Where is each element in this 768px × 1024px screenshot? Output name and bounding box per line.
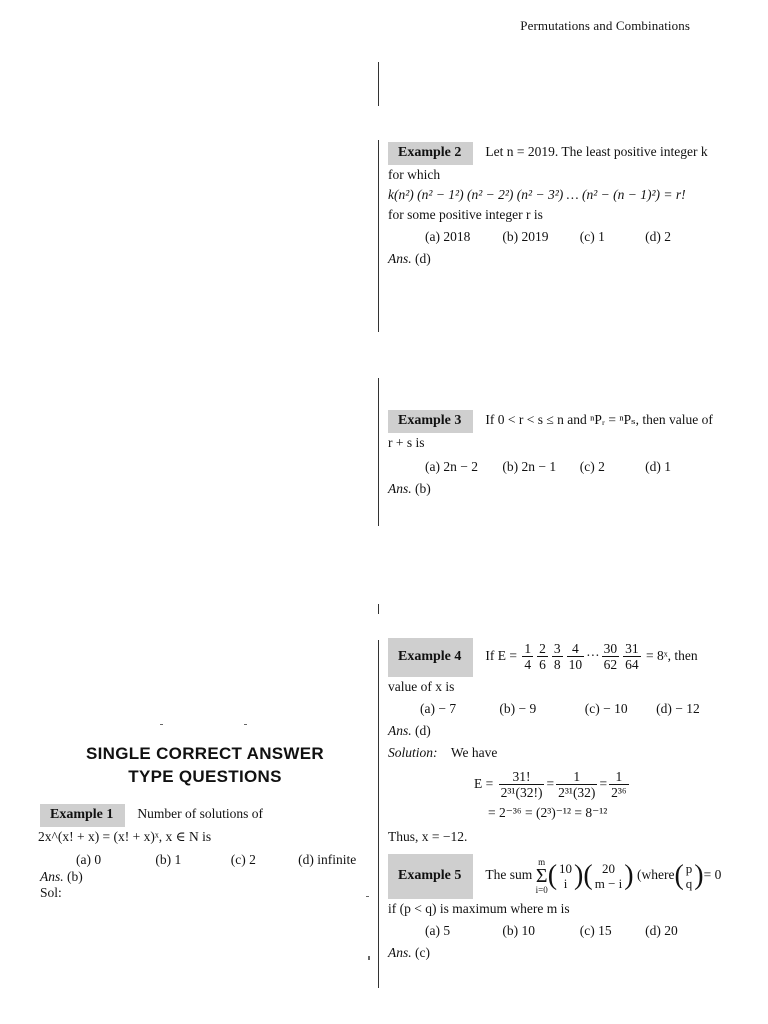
example-text: r + s is — [388, 435, 425, 450]
fraction: $\frac{30}{62}$ — [603, 641, 618, 673]
option: (a) 5 — [425, 923, 451, 938]
example-label: Example 2 — [388, 142, 473, 165]
answer-label: Ans. — [388, 481, 412, 496]
options-row — [388, 457, 748, 477]
answer-value: (c) — [415, 945, 430, 960]
scan-mark — [160, 724, 163, 725]
example-label: Example 1 — [40, 804, 125, 827]
answer — [388, 721, 748, 741]
column-divider — [378, 604, 379, 614]
example-label: Example 4 — [388, 638, 473, 677]
fraction: $\frac{31!}{\text{2³¹(32!)}}$ — [500, 769, 543, 801]
option: (d) 2 — [645, 229, 671, 244]
summation: m Σ i=0 — [535, 856, 548, 895]
option: (b) 1 — [155, 852, 182, 867]
example-text: = 8ˣ, then — [646, 648, 698, 663]
solution-equation-2: = 2⁻³⁶ = (2³)⁻¹² = 8⁻¹² — [488, 805, 608, 820]
option: (c) 2 — [579, 459, 605, 474]
ellipsis: ··· — [586, 648, 600, 663]
fraction: $\frac{2}{6}$ — [539, 641, 546, 673]
example-text: Let n = 2019. The least positive integer k — [485, 144, 708, 159]
fraction: $\frac{1}{\text{2³⁶}}$ — [611, 769, 627, 801]
example-text: for which — [388, 167, 441, 182]
example-text: If E = — [485, 648, 517, 663]
scan-mark — [244, 724, 247, 725]
option: (b) − 9 — [499, 701, 537, 716]
option: (d) infinite — [298, 852, 357, 867]
solution-conclusion: Thus, x = −12. — [388, 829, 468, 844]
options-row — [388, 921, 758, 941]
option: (c) 15 — [579, 923, 612, 938]
option: (d) 20 — [645, 923, 678, 938]
option: (b) 2n − 1 — [502, 459, 557, 474]
example-text: value of x is — [388, 679, 455, 694]
option: (b) 10 — [502, 923, 535, 938]
example-text: for some positive integer r is — [388, 207, 543, 222]
column-divider — [378, 378, 379, 526]
answer — [388, 943, 758, 963]
scan-mark — [366, 896, 369, 897]
equation-lhs: E = — [474, 776, 494, 791]
example-text: If 0 < r < s ≤ n and ⁿPᵣ = ⁿPₛ, then value of — [485, 412, 713, 427]
options-row — [388, 699, 748, 719]
fraction: $\frac{1}{\text{2³¹(32)}}$ — [558, 769, 596, 801]
option: (c) − 10 — [584, 701, 628, 716]
column-divider — [378, 62, 379, 106]
answer — [388, 479, 748, 499]
fraction: $\frac{4}{10}$ — [568, 641, 583, 673]
solution-intro — [388, 743, 748, 763]
example-equation: 2x^(x! + x) = (x! + x)ˣ, x ∈ N is — [38, 829, 212, 844]
column-divider — [378, 140, 379, 332]
option: (a) − 7 — [420, 701, 457, 716]
example-1 — [38, 804, 370, 900]
options-row — [388, 227, 748, 247]
example-3 — [388, 410, 748, 499]
example-2 — [388, 142, 748, 269]
example-text: = 0 — [703, 867, 722, 882]
option: (a) 2018 — [425, 229, 471, 244]
binomial: p q — [685, 860, 693, 891]
answer-value: (b) — [67, 869, 83, 884]
option: (d) 1 — [645, 459, 671, 474]
option: (a) 0 — [76, 852, 102, 867]
option: (d) − 12 — [656, 701, 700, 716]
cut-off-text: Sol: — [40, 885, 62, 900]
example-label: Example 3 — [388, 410, 473, 433]
option: (c) 1 — [579, 229, 605, 244]
option: (a) 2n − 2 — [425, 459, 478, 474]
answer-label: Ans. — [388, 945, 412, 960]
solution-label: Solution: — [388, 745, 438, 760]
section-title — [60, 742, 350, 788]
answer-value: (d) — [415, 251, 431, 266]
option: (b) 2019 — [502, 229, 549, 244]
answer-label: Ans. — [388, 251, 412, 266]
binomial: 10 i — [559, 860, 573, 891]
answer-label: Ans. — [388, 723, 412, 738]
example-label: Example 5 — [388, 854, 473, 899]
answer-value: (b) — [415, 481, 431, 496]
option: (c) 2 — [230, 852, 256, 867]
scan-mark — [368, 956, 370, 960]
example-4 — [388, 638, 748, 847]
example-text: The sum — [485, 867, 533, 882]
example-equation: k(n²) (n² − 1²) (n² − 2²) (n² − 3²) … (n² − (n − 1)²) = r! — [388, 187, 686, 202]
example-5: Example 5 The sum m Σ i=0 ( 10 i )( 20 m − i ) (where( p q )= 0 if (p < q) is maximum where m is (a) 5 (b) 10 (c) 15 (d) 20 Ans. (c) — [388, 854, 758, 963]
example-text: (where — [636, 867, 675, 882]
options-row — [40, 850, 370, 870]
answer-label: Ans. — [40, 869, 64, 884]
fraction: $\frac{3}{8}$ — [553, 641, 561, 673]
answer-value: (d) — [415, 723, 431, 738]
page-header: Permutations and Combinations — [520, 18, 690, 33]
column-divider — [378, 640, 379, 988]
fraction: $\frac{1}{4}$ — [524, 641, 532, 673]
answer — [388, 249, 748, 269]
example-text: Number of solutions of — [137, 806, 264, 821]
binomial: 20 m − i — [594, 860, 623, 891]
section-title-line: SINGLE CORRECT ANSWER — [85, 744, 324, 763]
solution-equation: E = $\frac{31!}{\text{2³¹(32!)}}$ = $\frac{1}{\text{2³¹(32)}}$ = $\frac{1}{\text{2³⁶}}$ — [474, 769, 627, 801]
section-title-line: TYPE QUESTIONS — [128, 767, 282, 786]
example-text: if (p < q) is maximum where m is — [388, 901, 570, 916]
fraction: $\frac{31}{64}$ — [625, 641, 639, 673]
solution-text: We have — [450, 745, 498, 760]
